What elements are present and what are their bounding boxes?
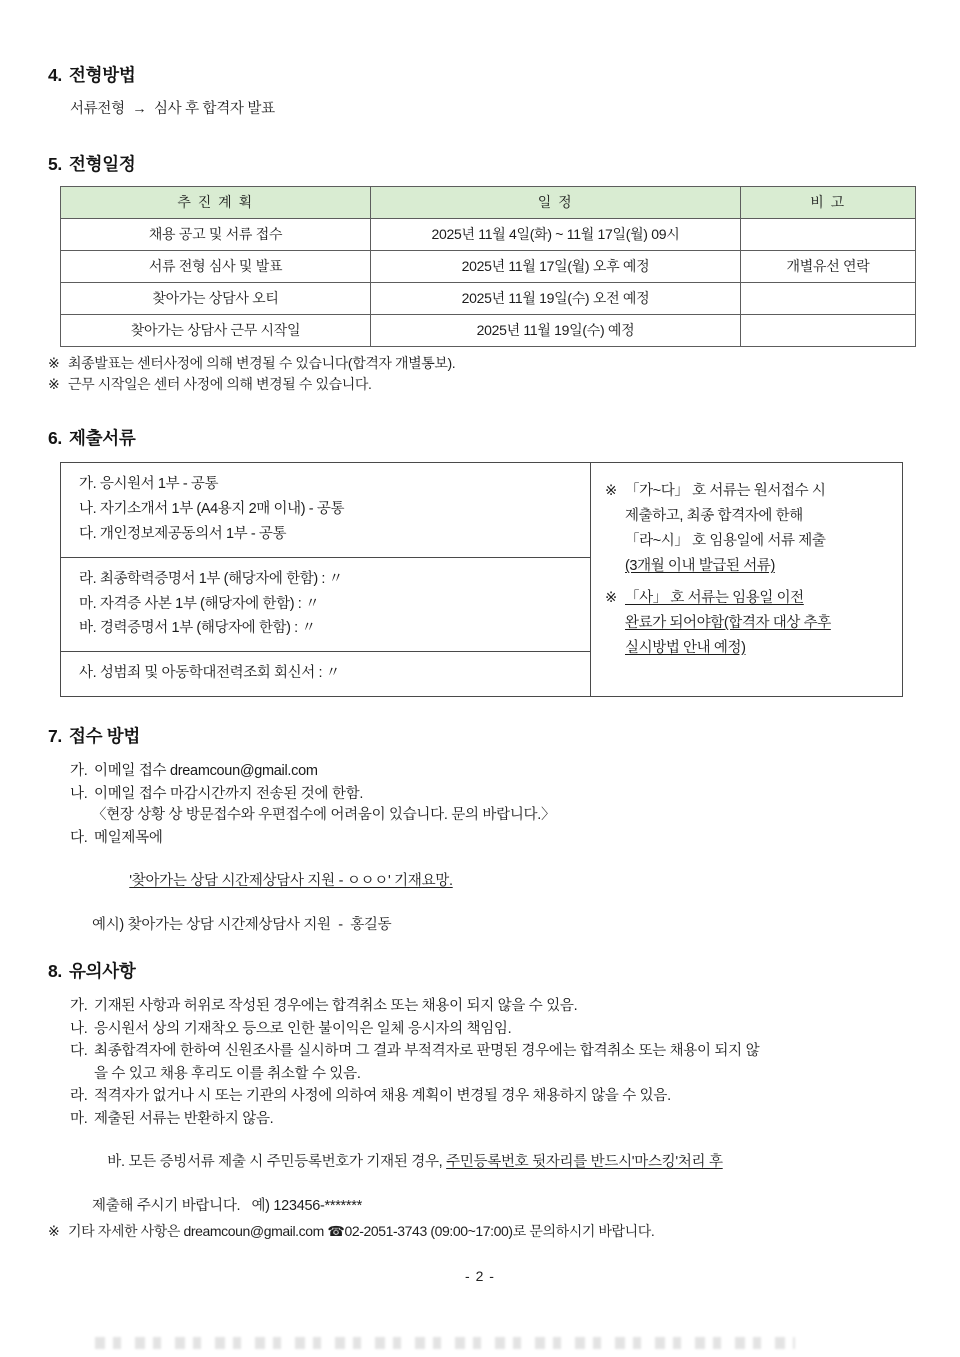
schedule-header-date: 일 정 [371, 186, 741, 218]
apply-item-b-text: 이메일 접수 마감시간까지 전송된 것에 한함. [94, 785, 364, 802]
notice-item-a [70, 995, 912, 1017]
table-header-row [61, 186, 916, 218]
apply-item-c [70, 827, 912, 849]
section-8-final-note [48, 1221, 912, 1242]
notice-item-d-text: 적격자가 없거나 시 또는 기관의 사정에 의하여 채용 계획이 변경될 경우 채용하지 않을 수 있음. [94, 1088, 671, 1105]
notice-item-e-text: 제출된 서류는 반환하지 않음. [94, 1110, 274, 1127]
asterisk-icon: ※ [48, 1223, 60, 1240]
document-item: 사. 성범죄 및 아동학대전력조회 회신서 : 〃 [79, 665, 340, 682]
section-7 [48, 723, 912, 936]
section-8-number: 8. [48, 961, 62, 982]
schedule-cell-date: 2025년 11월 17일(월) 오후 예정 [371, 250, 741, 282]
section-8-body [48, 995, 912, 1242]
section-4-heading [48, 62, 912, 87]
documents-note-2-line-2: 완료가 되어야함(합격자 대상 추후 [625, 614, 831, 631]
schedule-cell-remark: 개별유선 연락 [741, 250, 916, 282]
section-4 [48, 62, 912, 121]
section-7-number: 7. [48, 726, 62, 747]
documents-note-1 [605, 479, 892, 580]
notice-item-b [70, 1018, 912, 1040]
notice-item-d-marker: 라. [70, 1088, 88, 1105]
documents-right-notes [591, 463, 902, 697]
section-5-note-1-text: 최종발표는 센터사정에 의해 변경될 수 있습니다(합격자 개별통보). [68, 354, 456, 371]
schedule-table [60, 186, 916, 347]
apply-subject-text: '찾아가는 상담 시간제상담사 지원 - ㅇㅇㅇ' 기재요망. [129, 873, 453, 890]
schedule-cell-plan: 채용 공고 및 서류 접수 [61, 218, 371, 250]
schedule-cell-plan: 찾아가는 상담사 근무 시작일 [61, 314, 371, 346]
table-row [61, 314, 916, 346]
document-item: 마. 자격증 사본 1부 (해당자에 한함) : 〃 [79, 595, 320, 612]
schedule-cell-plan: 서류 전형 심사 및 발표 [61, 250, 371, 282]
section-4-number: 4. [48, 65, 62, 85]
apply-subnote: 〈현장 상황 상 방문접수와 우편접수에 어려움이 있습니다. 문의 바랍니다.〉 [92, 807, 556, 824]
section-5-title: 전형일정 [69, 153, 136, 174]
documents-left-column [61, 463, 591, 697]
apply-item-a-text: 이메일 접수 dreamcoun@gmail.com [94, 763, 318, 780]
asterisk-icon: ※ [605, 589, 617, 606]
schedule-cell-date: 2025년 11월 4일(화) ~ 11월 17일(월) 09시 [371, 218, 741, 250]
notice-item-a-text: 기재된 사항과 허위로 작성된 경우에는 합격취소 또는 채용이 되지 않을 수 있음. [94, 998, 578, 1015]
page-number: - 2 - [465, 1268, 495, 1284]
bottom-partial-text [95, 1337, 795, 1349]
section-6-number: 6. [48, 427, 62, 448]
documents-group-common [61, 463, 590, 557]
documents-group-background-check [61, 651, 590, 696]
document-item: 바. 경력증명서 1부 (해당자에 한함) : 〃 [79, 620, 316, 637]
section-4-line: 서류전형 → 심사 후 합격자 발표 [70, 101, 275, 117]
section-5-note-2-text: 근무 시작일은 센터 사정에 의해 변경될 수 있습니다. [68, 375, 372, 392]
documents-note-1-text [625, 479, 892, 580]
documents-box [60, 462, 903, 698]
notice-item-f-cont: 제출해 주시기 바랍니다. 예) 123456-******* [92, 1197, 362, 1214]
notice-item-f-underlined: 주민등록번호 뒷자리를 반드시'마스킹'처리 후 [446, 1154, 723, 1171]
documents-note-1-line-3: 「라~시」 호 임용일에 서류 제출 [625, 533, 826, 550]
section-7-heading [48, 723, 912, 748]
document-item: 나. 자기소개서 1부 (A4용지 2매 이내) - 공통 [79, 500, 345, 517]
apply-item-c-marker: 다. [70, 830, 88, 846]
section-7-title: 접수 방법 [69, 726, 140, 747]
schedule-cell-date: 2025년 11월 19일(수) 오전 예정 [371, 282, 741, 314]
apply-item-a-marker: 가. [70, 763, 88, 780]
documents-note-1-line-4: (3개월 이내 발급된 서류) [625, 558, 775, 575]
final-note-pre: 기타 자세한 사항은 dreamcoun@gmail.com [68, 1223, 328, 1240]
notice-item-c-cont-text: 을 수 있고 채용 후리도 이를 취소할 수 있음. [94, 1065, 361, 1082]
schedule-cell-remark [741, 314, 916, 346]
document-item: 라. 최종학력증명서 1부 (해당자에 한함) : 〃 [79, 570, 343, 587]
schedule-table-body [61, 218, 916, 346]
document-item: 다. 개인정보제공동의서 1부 - 공통 [79, 525, 287, 542]
schedule-cell-remark [741, 282, 916, 314]
apply-example-line: 예시) 찾아가는 상담 시간제상담사 지원 - 홍길동 [92, 916, 392, 933]
notice-item-c-marker: 다. [70, 1043, 88, 1060]
schedule-header-plan: 추 진 계 획 [61, 186, 371, 218]
notice-item-b-marker: 나. [70, 1020, 88, 1037]
notice-item-d [70, 1085, 912, 1107]
documents-note-1-line-2: 제출하고, 최종 합격자에 한해 [625, 507, 803, 524]
schedule-header-remark: 비 고 [741, 186, 916, 218]
documents-note-2-line-3: 실시방법 안내 예정) [625, 640, 746, 657]
schedule-table-wrapper [60, 186, 912, 347]
notice-item-b-text: 응시원서 상의 기재착오 등으로 인한 불이익은 일체 응시자의 책임임. [94, 1020, 512, 1037]
schedule-cell-date: 2025년 11월 19일(수) 예정 [371, 314, 741, 346]
documents-note-2-line-1: 「사」 호 서류는 임용일 이전 [625, 589, 804, 606]
asterisk-icon: ※ [48, 354, 60, 371]
documents-note-2-text [625, 586, 892, 662]
section-6-title: 제출서류 [69, 427, 136, 448]
asterisk-icon: ※ [605, 482, 617, 499]
final-note-phone: ☎02-2051-3743 (09:00~17:00) [327, 1223, 513, 1240]
section-5-note-1 [48, 353, 912, 374]
notice-item-c-text: 최종합격자에 한하여 신원조사를 실시하며 그 결과 부적격자로 판명된 경우에는 합격취소 또는 채용이 되지 않 [94, 1043, 760, 1060]
asterisk-icon: ※ [48, 375, 60, 392]
section-4-title: 전형방법 [69, 65, 136, 85]
section-5 [48, 151, 912, 395]
section-8 [48, 958, 912, 1242]
section-6 [48, 425, 912, 698]
documents-note-2 [605, 586, 892, 662]
table-row [61, 250, 916, 282]
apply-item-b [70, 783, 912, 805]
documents-group-conditional [61, 557, 590, 652]
schedule-table-head [61, 186, 916, 218]
schedule-cell-remark [741, 218, 916, 250]
apply-subject-line [92, 849, 912, 914]
notice-item-f-pre: 바. 모든 증빙서류 제출 시 주민등록번호가 기재된 경우, [107, 1154, 447, 1171]
notice-item-a-marker: 가. [70, 998, 88, 1015]
section-7-body [70, 760, 912, 936]
section-5-number: 5. [48, 153, 62, 174]
schedule-cell-plan: 찾아가는 상담사 오티 [61, 282, 371, 314]
section-8-heading [48, 958, 912, 983]
notice-item-e [70, 1108, 912, 1130]
page-content [48, 62, 912, 1242]
apply-item-b-marker: 나. [70, 785, 88, 802]
section-8-title: 유의사항 [69, 961, 136, 982]
notice-item-f [70, 1130, 912, 1195]
section-8-final-note-text [68, 1221, 654, 1242]
apply-item-c-text: 메일제목에 [94, 830, 163, 846]
section-5-note-2 [48, 374, 912, 395]
notice-item-c [70, 1040, 912, 1062]
documents-note-1-line-1: 「가~다」 호 서류는 원서접수 시 [625, 482, 826, 499]
notice-item-c-cont [70, 1063, 912, 1085]
notice-item-e-marker: 마. [70, 1110, 88, 1127]
table-row [61, 218, 916, 250]
table-row [61, 282, 916, 314]
document-item: 가. 응시원서 1부 - 공통 [79, 475, 219, 492]
section-5-heading [48, 151, 912, 176]
section-6-heading [48, 425, 912, 450]
apply-item-a [70, 760, 912, 782]
final-note-post: 로 문의하시기 바랍니다. [512, 1223, 655, 1240]
